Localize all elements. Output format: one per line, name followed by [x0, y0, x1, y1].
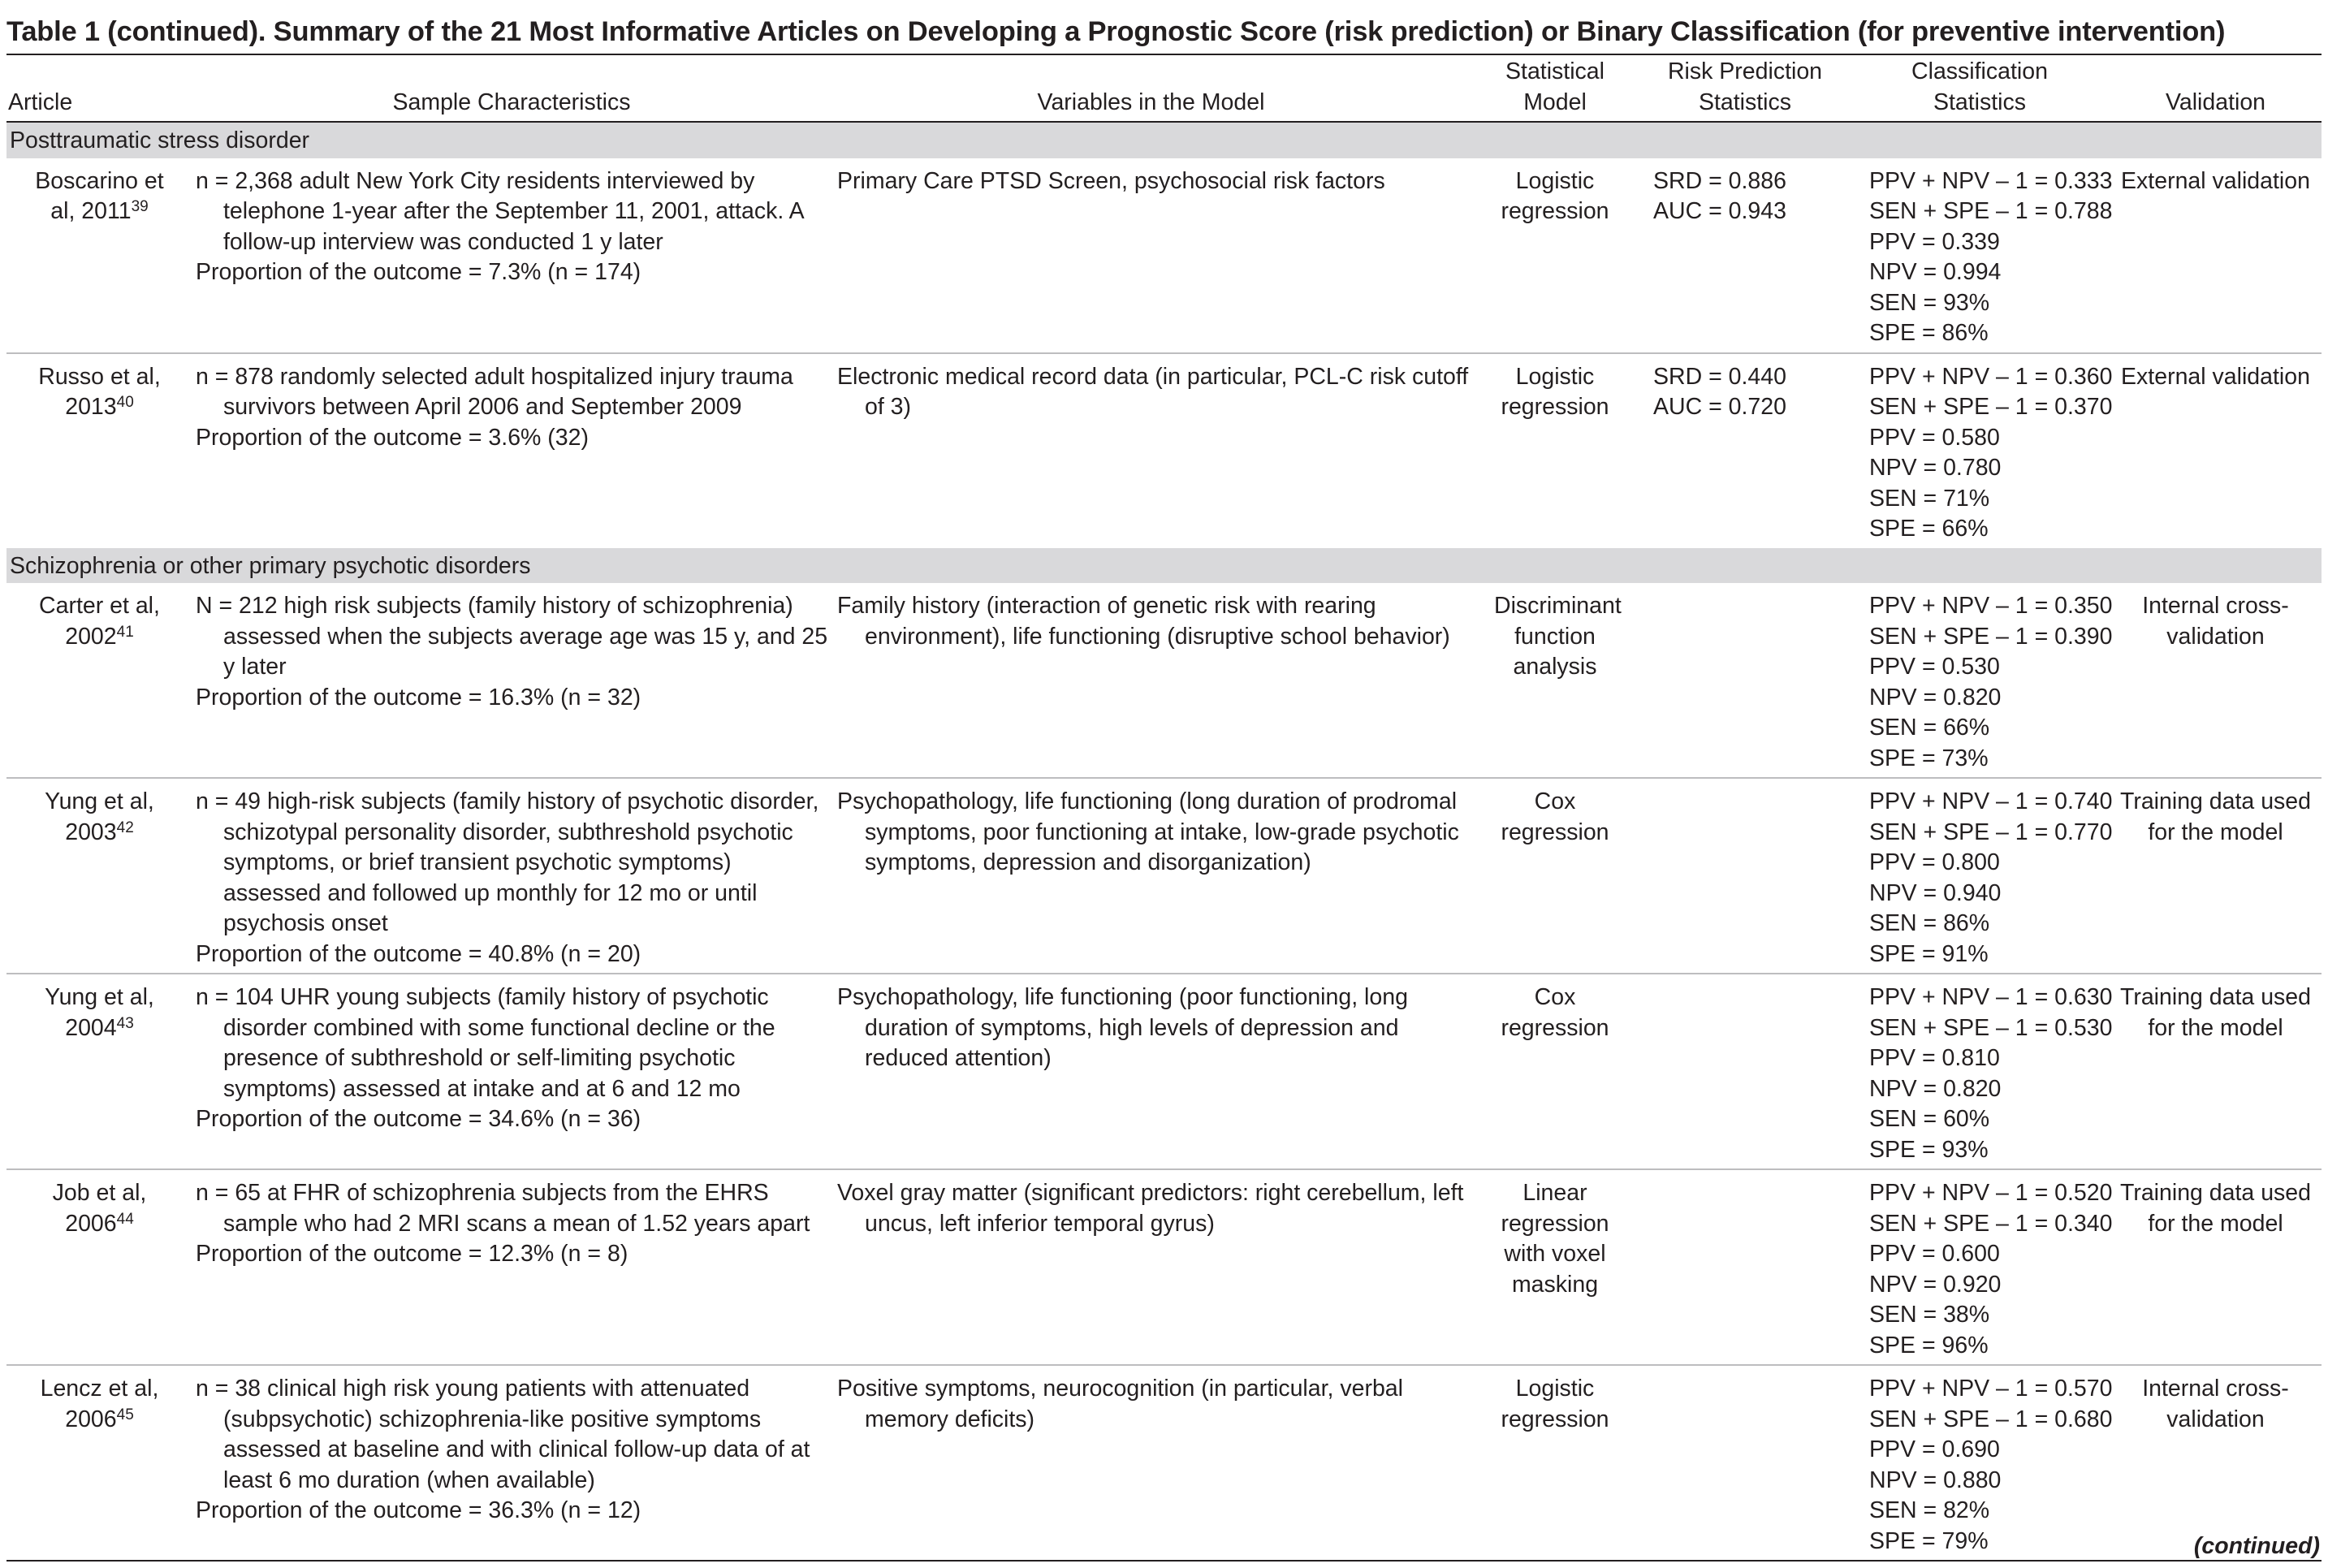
- risk-cell: [1640, 1365, 1850, 1561]
- reference-number: 44: [116, 1210, 134, 1228]
- header-class-line1: Classification: [1911, 58, 2048, 84]
- variables-cell: [832, 1169, 1470, 1365]
- header-classification: [1850, 55, 2110, 122]
- outcome-proportion: Proportion of the outcome = 16.3% (n = 32): [196, 684, 641, 711]
- risk-cell: [1640, 158, 1850, 353]
- header-variables: Variables in the Model: [832, 55, 1470, 122]
- reference-number: 40: [116, 394, 134, 411]
- outcome-proportion: Proportion of the outcome = 40.8% (n = 20): [196, 940, 641, 967]
- classification-cell: [1850, 353, 2113, 548]
- article-cell: [6, 974, 191, 1169]
- classification-statistic: PPV + NPV – 1 = 0.570: [1869, 1376, 2113, 1402]
- sample-cell: [191, 158, 832, 353]
- risk-cell: [1640, 583, 1850, 778]
- section-row: [6, 548, 2322, 584]
- section-row: [6, 122, 2322, 158]
- article-year: 2003: [65, 819, 117, 845]
- risk-cell: [1640, 974, 1850, 1169]
- validation-cell: Training data used for the model: [2110, 974, 2322, 1169]
- section-label: Posttraumatic stress disorder: [6, 122, 2322, 158]
- classification-statistic: PPV = 0.800: [1869, 849, 2000, 875]
- article-author: Carter et al,: [39, 593, 160, 619]
- classification-statistic: NPV = 0.880: [1869, 1466, 2002, 1493]
- classification-statistic: PPV + NPV – 1 = 0.360: [1869, 363, 2113, 390]
- variables-cell: [832, 778, 1470, 974]
- table-row: [6, 353, 2322, 548]
- header-risk-line1: Risk Prediction: [1667, 58, 1823, 84]
- variables-text: Primary Care PTSD Screen, psychosocial risk factors: [837, 167, 1385, 194]
- variables-cell: [832, 353, 1470, 548]
- header-model: [1470, 55, 1640, 122]
- header-article: Article: [6, 55, 191, 122]
- table-row: [6, 974, 2322, 1169]
- article-author: Yung et al,: [45, 984, 154, 1010]
- outcome-proportion: Proportion of the outcome = 34.6% (n = 36): [196, 1106, 641, 1132]
- outcome-proportion: Proportion of the outcome = 7.3% (n = 174): [196, 259, 641, 285]
- classification-statistic: SEN + SPE – 1 = 0.530: [1869, 1014, 2113, 1041]
- classification-statistic: PPV = 0.600: [1869, 1241, 2000, 1267]
- article-year-line: [8, 392, 191, 423]
- variables-text: Voxel gray matter (significant predictors: right cerebellum, left uncus, left inferior temporal gyrus): [837, 1180, 1464, 1237]
- variables-cell: [832, 158, 1470, 353]
- article-author: Russo et al,: [38, 363, 161, 390]
- risk-cell: [1640, 778, 1850, 974]
- header-risk-line2: Statistics: [1698, 89, 1792, 115]
- classification-statistic: SEN + SPE – 1 = 0.390: [1869, 623, 2113, 650]
- variables-text: Electronic medical record data (in particular, PCL-C risk cutoff of 3): [837, 363, 1469, 420]
- classification-statistic: SEN = 86%: [1869, 910, 1990, 936]
- risk-statistic: SRD = 0.886: [1653, 167, 1786, 194]
- classification-statistic: SEN = 93%: [1869, 289, 1990, 316]
- sample-cell: [191, 778, 832, 974]
- classification-statistic: SEN + SPE – 1 = 0.680: [1869, 1406, 2113, 1432]
- classification-statistic: SPE = 86%: [1869, 320, 1989, 346]
- classification-statistic: SEN = 60%: [1869, 1106, 1990, 1132]
- classification-statistic: NPV = 0.920: [1869, 1271, 2002, 1298]
- sample-cell: [191, 1169, 832, 1365]
- classification-statistic: PPV + NPV – 1 = 0.520: [1869, 1180, 2113, 1206]
- classification-statistic: SPE = 79%: [1869, 1527, 1989, 1554]
- classification-statistic: SPE = 96%: [1869, 1332, 1989, 1359]
- sample-cell: [191, 1365, 832, 1561]
- model-cell: Linear regression with voxel masking: [1470, 1169, 1640, 1365]
- header-model-line1: Statistical: [1505, 58, 1605, 84]
- article-author: Job et al,: [52, 1180, 147, 1206]
- classification-cell: [1850, 583, 2113, 778]
- header-model-line2: Model: [1523, 89, 1587, 115]
- article-year-line: [8, 197, 191, 227]
- classification-statistic: SPE = 66%: [1869, 516, 1989, 542]
- model-cell: Logistic regression: [1470, 1365, 1640, 1561]
- table-body: [6, 122, 2322, 1561]
- classification-cell: [1850, 778, 2113, 974]
- classification-statistic: NPV = 0.780: [1869, 455, 2002, 481]
- sample-description: n = 49 high-risk subjects (family history of psychotic disorder, schizotypal personality disorder, subthreshold psychotic symptoms, or brief transient psychotic symptoms) assessed and followed up monthly for 12 mo or until psychosis onset: [196, 788, 819, 936]
- article-year-line: [8, 1209, 191, 1240]
- article-year-line: [8, 1405, 191, 1436]
- classification-statistic: PPV + NPV – 1 = 0.740: [1869, 788, 2113, 814]
- classification-cell: [1850, 1365, 2113, 1561]
- article-cell: [6, 583, 191, 778]
- variables-text: Psychopathology, life functioning (poor functioning, long duration of symptoms, high levels of depression and reduced attention): [837, 984, 1408, 1071]
- sample-description: n = 878 randomly selected adult hospitalized injury trauma survivors between April 2006 and September 2009: [196, 363, 793, 420]
- article-cell: [6, 778, 191, 974]
- risk-statistic: AUC = 0.720: [1653, 394, 1786, 420]
- variables-cell: [832, 583, 1470, 778]
- table-row: [6, 778, 2322, 974]
- classification-statistic: PPV = 0.810: [1869, 1045, 2000, 1071]
- header-class-line2: Statistics: [1933, 89, 2027, 115]
- continued-note: (continued): [2193, 1533, 2320, 1559]
- article-cell: [6, 1169, 191, 1365]
- reference-number: 42: [116, 819, 134, 836]
- classification-statistic: SEN = 71%: [1869, 485, 1990, 512]
- classification-statistic: SPE = 93%: [1869, 1136, 1989, 1163]
- classification-statistic: SPE = 73%: [1869, 745, 1989, 771]
- article-year: 2002: [65, 623, 117, 650]
- classification-statistic: PPV + NPV – 1 = 0.630: [1869, 984, 2113, 1010]
- classification-statistic: SEN + SPE – 1 = 0.788: [1869, 198, 2113, 224]
- validation-cell: Internal cross-validation: [2142, 593, 2289, 650]
- variables-text: Positive symptoms, neurocognition (in particular, verbal memory deficits): [837, 1376, 1403, 1432]
- classification-statistic: SEN = 38%: [1869, 1302, 1990, 1328]
- article-year: 2006: [65, 1406, 117, 1432]
- variables-text: Psychopathology, life functioning (long duration of prodromal symptoms, poor functioning at intake, low-grade psychotic symptoms, depression and disorganization): [837, 788, 1459, 875]
- outcome-proportion: Proportion of the outcome = 36.3% (n = 12): [196, 1497, 641, 1523]
- validation-cell: External validation: [2121, 167, 2310, 194]
- article-year: al, 2011: [50, 198, 132, 224]
- classification-cell: [1850, 158, 2113, 353]
- classification-cell: [1850, 1169, 2113, 1365]
- model-cell: Cox regression: [1470, 778, 1640, 974]
- sample-cell: [191, 353, 832, 548]
- header-sample: Sample Characteristics: [191, 55, 832, 122]
- article-author: Boscarino et: [35, 167, 164, 194]
- article-cell: [6, 1365, 191, 1561]
- reference-number: 45: [116, 1406, 134, 1423]
- classification-statistic: SEN = 82%: [1869, 1497, 1990, 1523]
- model-cell: Logistic regression: [1501, 167, 1609, 224]
- sample-description: n = 65 at FHR of schizophrenia subjects from the EHRS sample who had 2 MRI scans a mean of 1.52 years apart: [196, 1180, 810, 1237]
- outcome-proportion: Proportion of the outcome = 3.6% (32): [196, 424, 589, 451]
- article-cell: [6, 158, 191, 353]
- classification-statistic: SEN = 66%: [1869, 715, 1990, 741]
- classification-statistic: PPV = 0.530: [1869, 654, 2000, 680]
- validation-cell: Training data used for the model: [2110, 778, 2322, 974]
- classification-cell: [1850, 974, 2113, 1169]
- variables-text: Family history (interaction of genetic risk with rearing environment), life functioning (disruptive school behavior): [837, 593, 1450, 650]
- table-row: [6, 158, 2322, 353]
- variables-cell: [832, 1365, 1470, 1561]
- summary-table: [6, 55, 2322, 1562]
- classification-statistic: PPV = 0.339: [1869, 228, 2000, 255]
- sample-cell: [191, 974, 832, 1169]
- risk-cell: [1640, 353, 1850, 548]
- sample-description: n = 104 UHR young subjects (family history of psychotic disorder combined with some functional decline or the presence of subthreshold or self-limiting psychotic symptoms) assessed at intake and at 6 and 12 mo: [196, 984, 775, 1102]
- table-title: Table 1 (continued). Summary of the 21 Most Informative Articles on Developing a Prognostic Score (risk prediction) or Binary Classification (for preventive intervention): [6, 16, 2226, 47]
- article-author: Yung et al,: [45, 788, 154, 814]
- model-cell: Logistic regression: [1470, 353, 1640, 548]
- article-year-line: [8, 622, 191, 653]
- table-row: [6, 583, 2322, 778]
- model-cell: Cox regression: [1470, 974, 1640, 1169]
- validation-cell: Internal cross-validation: [2110, 1365, 2322, 1561]
- reference-number: 41: [116, 623, 134, 641]
- model-cell: Discriminant function analysis: [1494, 593, 1622, 680]
- sample-description: n = 38 clinical high risk young patients with attenuated (subpsychotic) schizophrenia-like positive symptoms assessed at baseline and with clinical follow-up data of at least 6 mo duration (when available): [196, 1376, 810, 1493]
- section-label: Schizophrenia or other primary psychotic disorders: [6, 548, 2322, 584]
- article-year: 2006: [65, 1210, 117, 1237]
- classification-statistic: NPV = 0.820: [1869, 1075, 2002, 1102]
- validation-cell: Training data used for the model: [2110, 1169, 2322, 1365]
- header-validation: Validation: [2110, 55, 2322, 122]
- header-risk: [1640, 55, 1850, 122]
- risk-cell: [1640, 1169, 1850, 1365]
- classification-statistic: NPV = 0.994: [1869, 259, 2002, 285]
- classification-statistic: PPV + NPV – 1 = 0.350: [1869, 593, 2113, 619]
- risk-statistic: AUC = 0.943: [1653, 198, 1786, 224]
- classification-statistic: NPV = 0.820: [1869, 684, 2002, 711]
- classification-statistic: SEN + SPE – 1 = 0.370: [1869, 394, 2113, 420]
- classification-statistic: PPV = 0.580: [1869, 424, 2000, 451]
- classification-statistic: PPV + NPV – 1 = 0.333: [1869, 167, 2113, 194]
- classification-statistic: SEN + SPE – 1 = 0.340: [1869, 1210, 2113, 1237]
- sample-description: n = 2,368 adult New York City residents interviewed by telephone 1-year after the September 11, 2001, attack. A follow-up interview was conducted 1 y later: [196, 167, 804, 255]
- article-year-line: [8, 1013, 191, 1044]
- sample-cell: [191, 583, 832, 778]
- classification-statistic: PPV = 0.690: [1869, 1436, 2000, 1462]
- reference-number: 39: [131, 198, 149, 215]
- validation-cell: External validation: [2110, 353, 2322, 548]
- classification-statistic: SEN + SPE – 1 = 0.770: [1869, 819, 2113, 845]
- article-year-line: [8, 818, 191, 849]
- table-row: [6, 1365, 2322, 1561]
- article-cell: [6, 353, 191, 548]
- header-row: [6, 55, 2322, 122]
- article-author: Lencz et al,: [40, 1376, 159, 1402]
- article-year: 2004: [65, 1014, 117, 1041]
- classification-statistic: SPE = 91%: [1869, 940, 1989, 967]
- classification-statistic: NPV = 0.940: [1869, 879, 2002, 906]
- variables-cell: [832, 974, 1470, 1169]
- reference-number: 43: [116, 1014, 134, 1032]
- article-year: 2013: [65, 394, 117, 420]
- risk-statistic: SRD = 0.440: [1653, 363, 1786, 390]
- outcome-proportion: Proportion of the outcome = 12.3% (n = 8): [196, 1241, 628, 1267]
- sample-description: N = 212 high risk subjects (family history of schizophrenia) assessed when the subjects average age was 15 y, and 25 y later: [196, 593, 828, 680]
- table-row: [6, 1169, 2322, 1365]
